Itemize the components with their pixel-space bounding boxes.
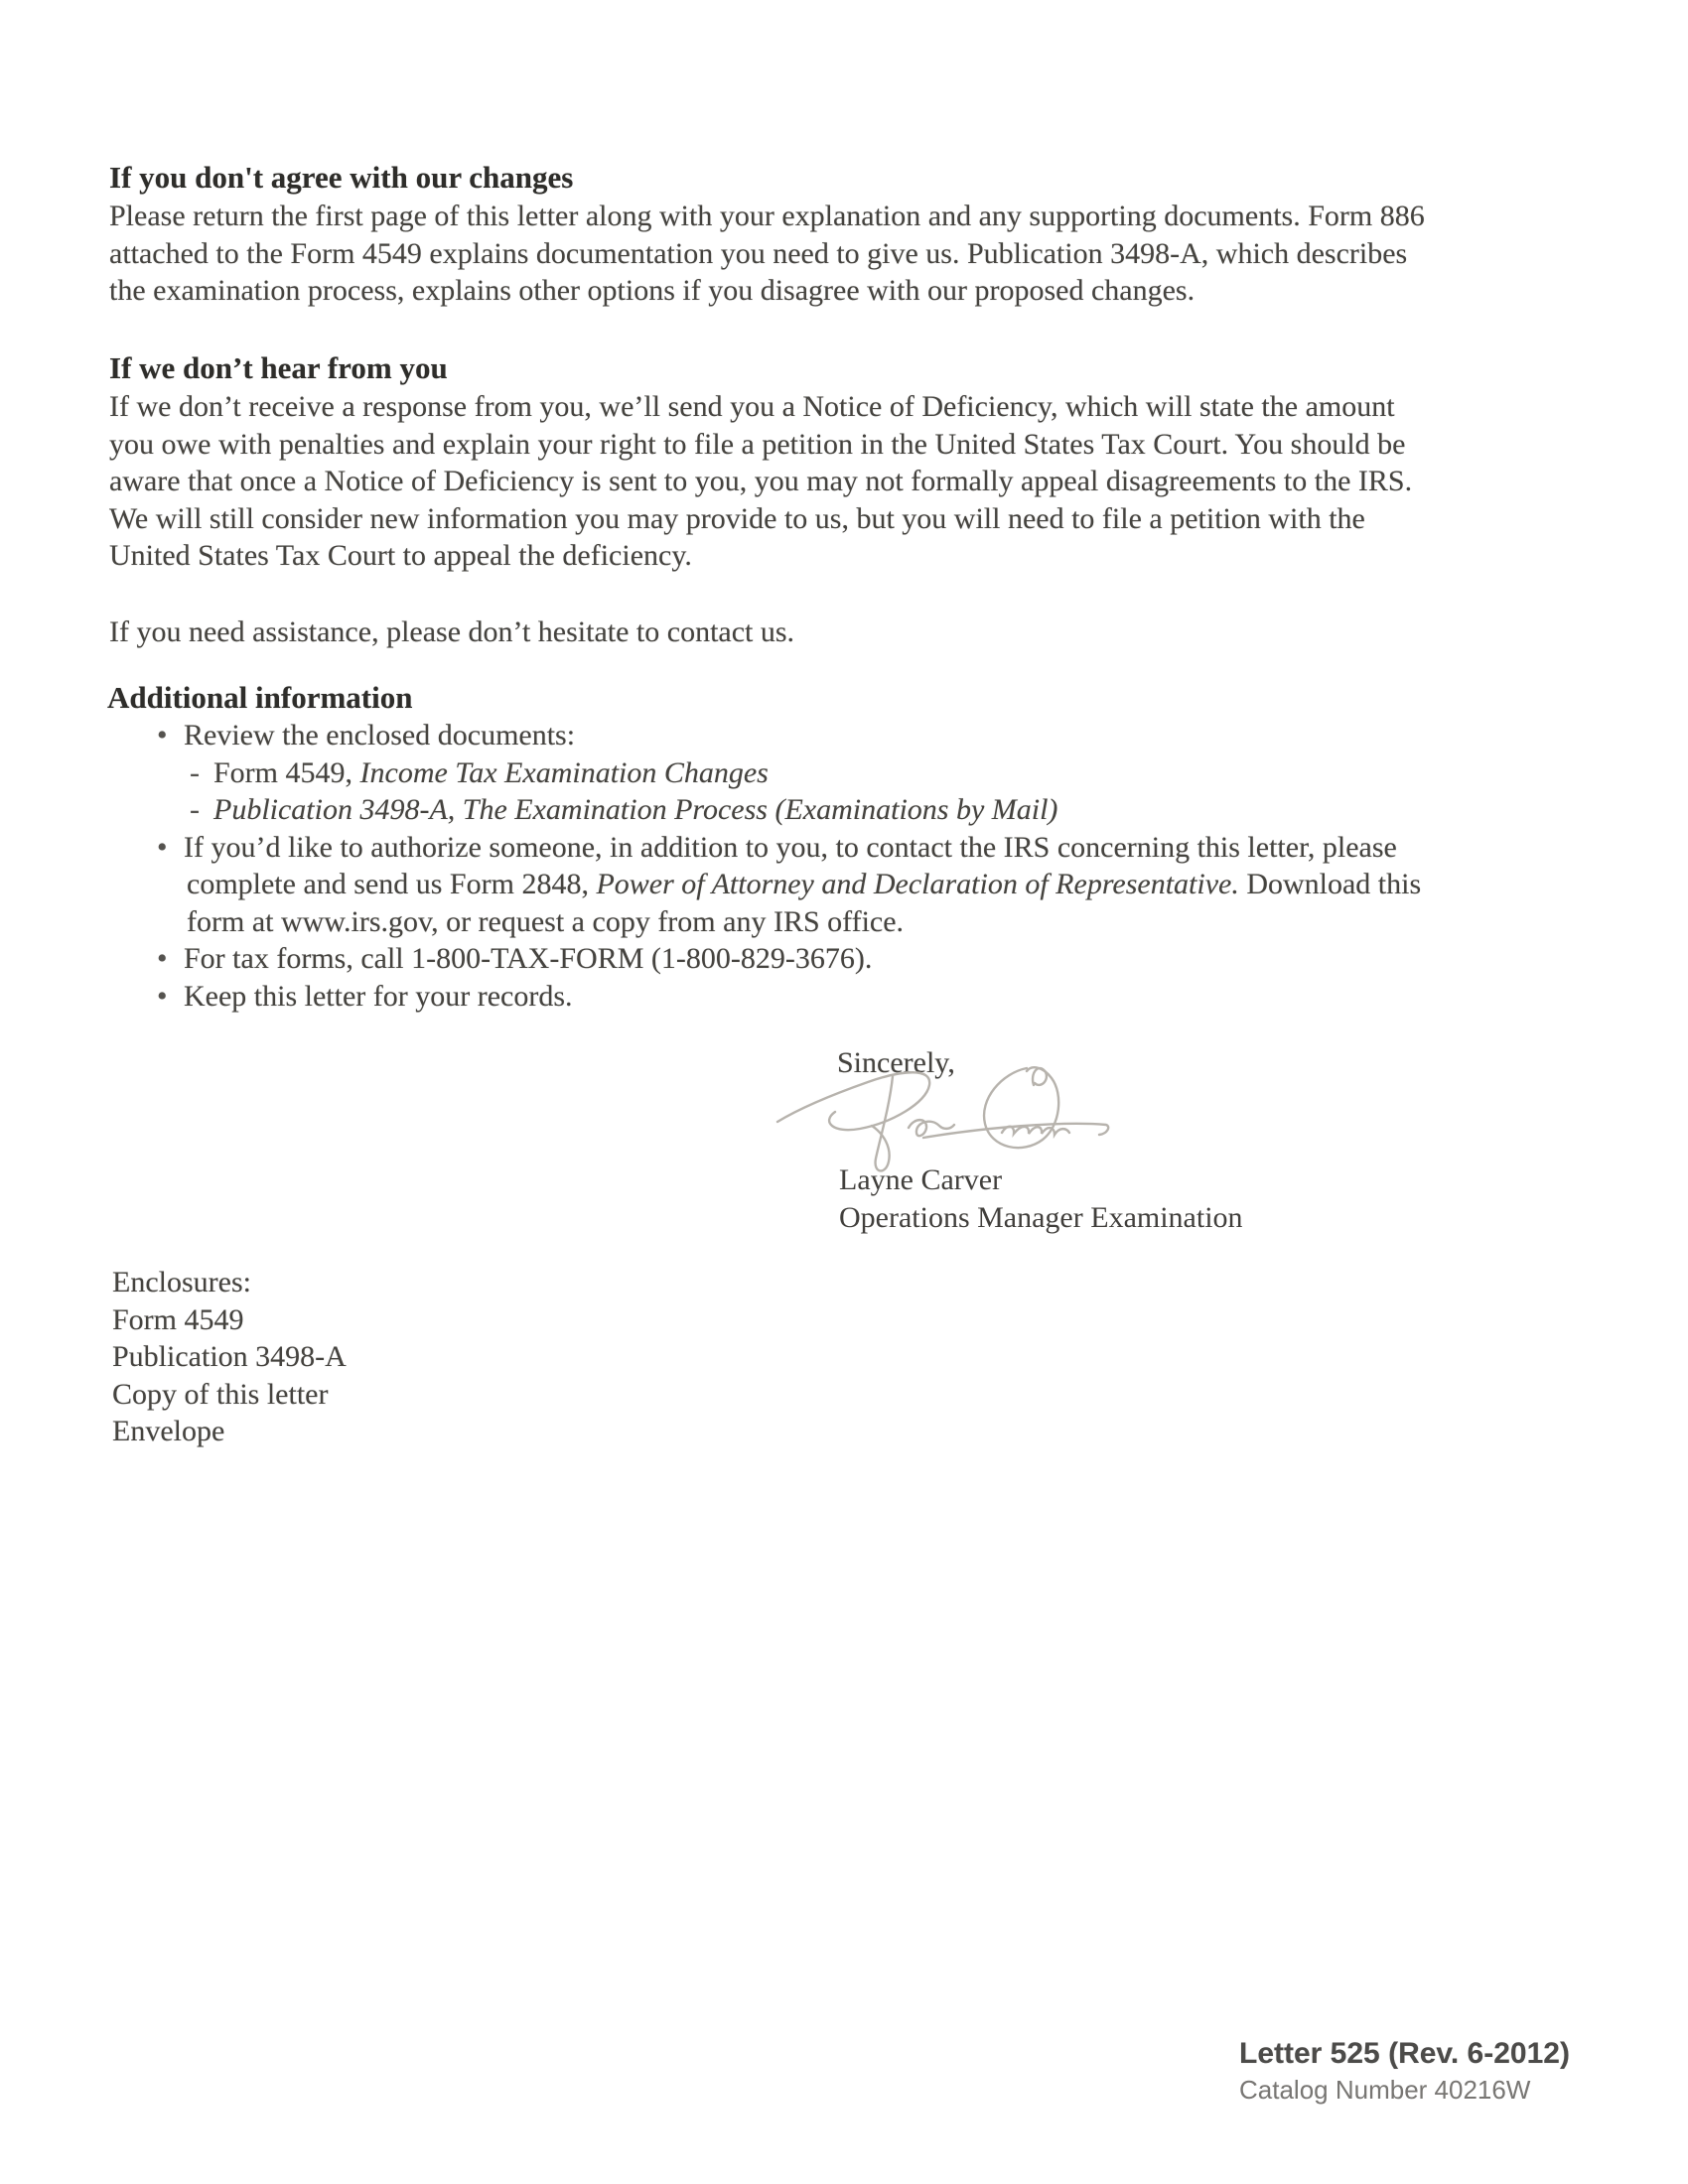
list-item-text: complete and send us Form 2848,	[187, 868, 597, 900]
list-item-text: Download this	[1238, 868, 1422, 900]
list-item-text: If you’d like to authorize someone, in addition to you, to contact the IRS concerning this letter, please	[184, 830, 1397, 864]
list-item-text: For tax forms, call 1-800-TAX-FORM (1-800-829-3676).	[184, 942, 873, 975]
list-item-text: Keep this letter for your records.	[184, 979, 573, 1013]
paragraph-line: We will still consider new information you may provide to us, but you will need to file a petition with the	[109, 501, 1365, 535]
paragraph-line: United States Tax Court to appeal the deficiency.	[109, 539, 692, 572]
bullet-icon: •	[157, 979, 168, 1013]
enclosure-item: Envelope	[112, 1415, 225, 1447]
document-title-italic: Power of Attorney and Declaration of Representative.	[596, 868, 1239, 900]
paragraph-line: the examination process, explains other options if you disagree with our proposed changes.	[109, 274, 1196, 307]
list-subitem	[109, 791, 1421, 829]
enclosures-block	[112, 1264, 347, 1450]
bullet-icon: •	[157, 942, 168, 975]
closing-salutation: Sincerely,	[837, 1046, 955, 1079]
assistance-line: If you need assistance, please don’t hesitate to contact us.	[109, 615, 795, 648]
bullet-icon: •	[157, 719, 168, 751]
enclosure-item: Copy of this letter	[112, 1377, 329, 1411]
enclosures-label: Enclosures:	[112, 1266, 251, 1298]
paragraph-line: you owe with penalties and explain your right to file a petition in the United States Tax Court. You should be	[109, 427, 1406, 461]
list-subitem	[109, 754, 1421, 792]
list-item-continuation	[109, 903, 1421, 941]
list-item-text: Form 4549,	[213, 755, 360, 789]
paragraph-line: Please return the first page of this letter along with your explanation and any supporting documents. Form 886	[109, 200, 1425, 232]
enclosure-item: Form 4549	[112, 1302, 244, 1336]
letter-id: Letter 525 (Rev. 6-2012)	[1239, 2037, 1570, 2070]
list-item	[109, 717, 1421, 754]
signer-block	[839, 1161, 1243, 1236]
list-item	[109, 978, 1421, 1016]
bullet-icon: •	[157, 830, 168, 864]
paragraph-line: If we don’t receive a response from you, we’ll send you a Notice of Deficiency, which will state the amount	[109, 390, 1395, 423]
additional-info-list	[109, 717, 1421, 1015]
catalog-number: Catalog Number 40216W	[1239, 2075, 1531, 2105]
section-disagree-paragraph	[109, 198, 1425, 310]
list-item	[109, 829, 1421, 867]
section-disagree-heading: If you don't agree with our changes	[109, 160, 574, 195]
list-item	[109, 940, 1421, 978]
signer-title: Operations Manager Examination	[839, 1200, 1243, 1234]
document-title-italic: Income Tax Examination Changes	[359, 755, 769, 789]
list-item-text: form at www.irs.gov, or request a copy from any IRS office.	[187, 904, 905, 938]
list-item-text: Review the enclosed documents:	[184, 719, 576, 751]
paragraph-line: attached to the Form 4549 explains documentation you need to give us. Publication 3498-A, which describes	[109, 236, 1408, 270]
paragraph-line: aware that once a Notice of Deficiency is sent to you, you may not formally appeal disagreements to the IRS.	[109, 465, 1413, 497]
dash-icon: -	[190, 793, 200, 826]
dash-icon: -	[190, 755, 200, 789]
list-item-continuation	[109, 866, 1421, 903]
signer-name: Layne Carver	[839, 1163, 1003, 1196]
section-additional-heading: Additional information	[107, 680, 413, 715]
document-title-italic: Publication 3498-A, The Examination Process (Examinations by Mail)	[213, 793, 1058, 826]
section-no-response-paragraph	[109, 388, 1412, 575]
section-no-response-heading: If we don’t hear from you	[109, 350, 448, 385]
letter-footer	[1239, 2037, 1570, 2106]
enclosure-item: Publication 3498-A	[112, 1340, 347, 1373]
